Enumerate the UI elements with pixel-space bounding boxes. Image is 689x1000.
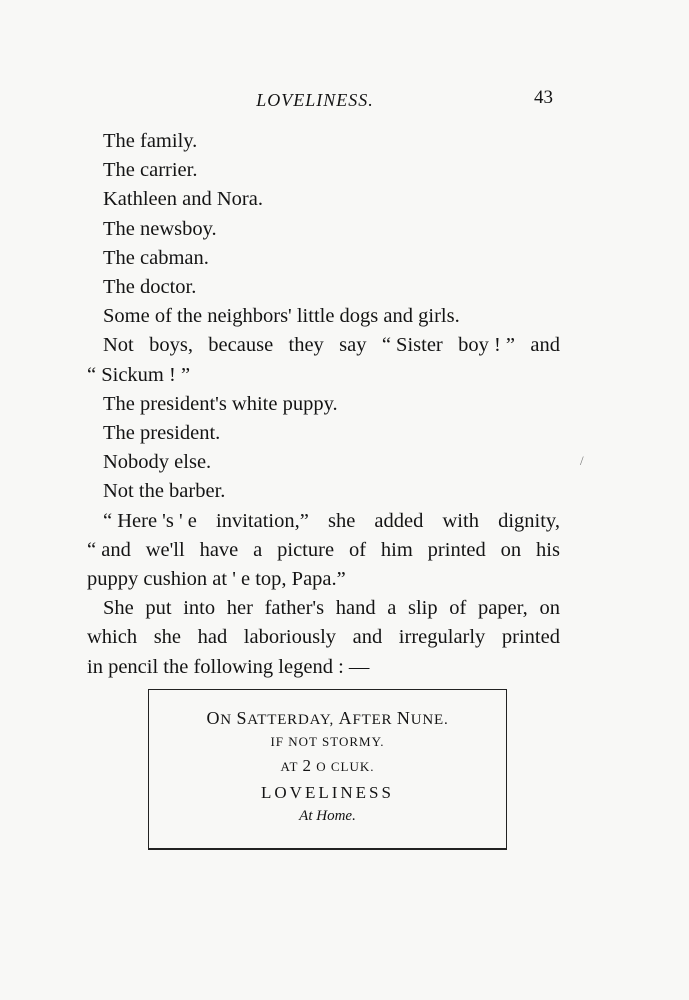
word: we'll (145, 538, 185, 561)
text-line: The newsboy. (103, 217, 217, 240)
text-line: The president. (103, 422, 221, 445)
word: picture (277, 538, 335, 561)
notice-line-at-home: At Home. (299, 808, 356, 824)
notice-word: FTER (352, 712, 393, 728)
word: slip (407, 597, 438, 620)
word: into (183, 597, 216, 620)
notice-initial: S (236, 708, 248, 728)
text-line: The doctor. (103, 276, 197, 299)
word: hand (335, 597, 376, 620)
word: “ Sister (381, 334, 443, 357)
text-line: The president's white puppy. (103, 392, 338, 415)
word: with (442, 509, 479, 532)
word: his (536, 538, 560, 561)
word: father's (264, 597, 325, 620)
text-line: Kathleen and Nora. (103, 188, 263, 211)
word: added (374, 509, 424, 532)
word: she (153, 626, 182, 649)
body-text (87, 127, 560, 682)
text-line: Not the barber. (103, 480, 226, 503)
text-line: The cabman. (103, 246, 209, 269)
text-line: puppy cushion at ' e top, Papa.” (87, 568, 346, 591)
notice-time: 2 (302, 756, 312, 775)
word: laboriously (243, 626, 337, 649)
word: and (352, 626, 383, 649)
notice-line-name: LOVELINESS (261, 783, 394, 802)
notice-initial: N (396, 708, 411, 728)
notice-word: UNE. (410, 712, 449, 728)
word: say (339, 334, 367, 357)
text-line: in pencil the following legend : — (87, 655, 370, 678)
word: of (348, 538, 367, 561)
word: put (145, 597, 172, 620)
notice-initial: O (206, 708, 221, 728)
text-line: “ Sickum ! ” (87, 363, 191, 386)
word: boy ! ” (458, 334, 516, 357)
text-line (87, 536, 560, 565)
text-line: Some of the neighbors' little dogs and girls. (103, 305, 460, 328)
text-line (87, 507, 560, 536)
notice-line-date (149, 708, 506, 729)
word: Not (103, 334, 134, 357)
word: printed (501, 626, 560, 649)
word: of (449, 597, 467, 620)
word: printed (427, 538, 486, 561)
notice-line-time (149, 756, 506, 776)
notice-line-weather: IF NOT STORMY. (270, 734, 385, 749)
page-number: 43 (534, 87, 553, 108)
word: on (539, 597, 560, 620)
margin-mark: / (580, 453, 584, 468)
word: “ and (87, 538, 131, 561)
word: on (500, 538, 522, 561)
word: because (208, 334, 274, 357)
word: had (197, 626, 228, 649)
word: she (327, 509, 356, 532)
text-line (87, 623, 560, 652)
running-title: LOVELINESS. (256, 90, 374, 110)
notice-word: AT (280, 759, 299, 774)
word: have (199, 538, 239, 561)
word: She (103, 597, 134, 620)
word: they (288, 334, 324, 357)
word: paper, (477, 597, 528, 620)
word: boys, (149, 334, 193, 357)
word: and (530, 334, 560, 357)
word: “ Here 's ' e (103, 509, 197, 532)
notice-word: O CLUK. (316, 759, 375, 774)
notice-word: ATTERDAY, (247, 712, 335, 728)
word: dignity, (498, 509, 560, 532)
text-line (87, 594, 560, 623)
word: him (380, 538, 413, 561)
notice-initial: A (338, 708, 353, 728)
word: her (226, 597, 253, 620)
text-line (87, 331, 560, 360)
invitation-notice-box (148, 689, 507, 850)
word: invitation,” (216, 509, 309, 532)
notice-word: N (220, 712, 232, 728)
text-line: The carrier. (103, 159, 198, 182)
text-line: The family. (103, 130, 198, 152)
word: which (87, 626, 138, 649)
word: a (253, 538, 263, 561)
word: a (387, 597, 397, 620)
word: irregularly (398, 626, 486, 649)
text-line: Nobody else. (103, 451, 212, 474)
